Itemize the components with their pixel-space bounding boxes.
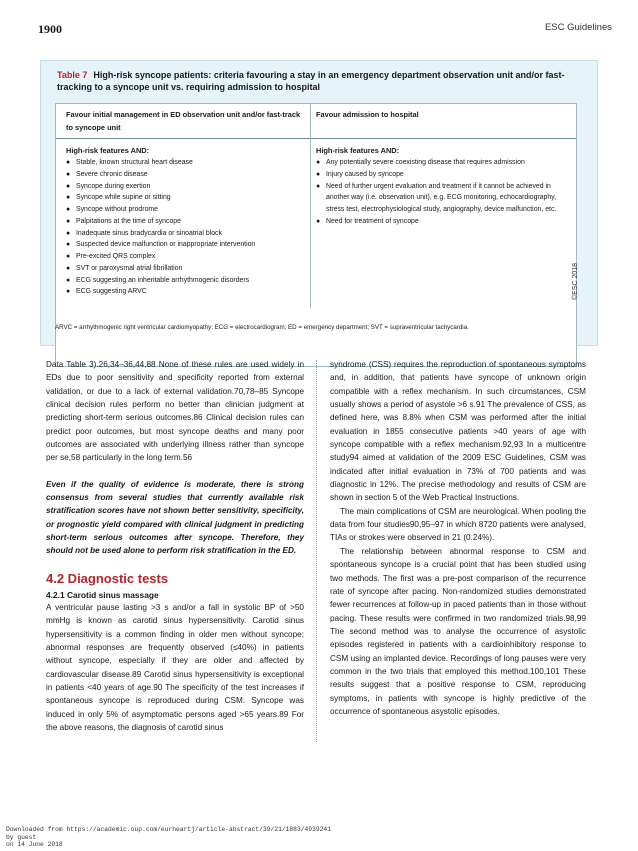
column-separator (316, 360, 317, 742)
bullet-icon: ● (66, 217, 71, 225)
consensus-statement: Even if the quality of evidence is moderate, there is strong consensus from several studies that currently available risk stratification scores have not shown better sensitivity, specificity, or prognostic yield compared with clinical judgment in predicting short-term serious outcomes after syncope. Therefore, they should not be used alone to perform risk stratification in the ED. (46, 479, 304, 556)
criteria-item (66, 181, 301, 193)
bullet-icon: ● (66, 276, 71, 284)
table-column-admission (316, 144, 571, 228)
paragraph: The relationship between abnormal response to CSM and spontaneous syncope is a crucial point that has been studied using two methods. The first was a pre-post comparison of the recurrence rate of syncope after pacing. Non-randomized studies demonstrated fewer recurrences at follow-up in paced patients than in those without pacing. These results were confirmed in two randomized trials.98,99 The second method was to analyse the occurrence of asystolic episodes registered in patients with a cardioinhibitory response to CSM using an implanted device. Recordings of long pauses were very common in the two trials that employed this method.100,101 These results suggest that a positive response to CSM, reproducing symptoms, in patients with syncope is highly predictive of the occurrence of spontaneous asystolic episodes. (330, 546, 586, 716)
bullet-icon: ● (66, 182, 71, 190)
criteria-item (66, 157, 301, 169)
subsection-heading: 4.2.1 Carotid sinus massage (46, 589, 159, 600)
criteria-text: ECG suggesting ARVC (76, 288, 147, 296)
criteria-list (316, 157, 571, 228)
criteria-text: Syncope without prodrome (76, 206, 158, 213)
paragraph: syndrome (CSS) requires the reproduction of spontaneous symptoms and, in addition, that patients have syncope of unknown origin compatible with a reflex mechanism. In such circumstances, CSM usually shows a period of asystole >6 s.91 The prevalence of CSS, as defined here, was 8.8% when CSM was performed after the initial evaluation in 1855 consecutive patients >40 years of age with syncope compatible with a reflex mechanism.92,93 In a multicentre study94 aimed at validation of the 2009 ESC Guidelines, CSM was indicated after initial evaluation in 73% of 700 patients and was diagnostic in 12%. The precise methodology and results of CSM are shown in section 5 of the Web Practical Instructions. (330, 360, 586, 503)
bullet-icon: ● (66, 159, 71, 166)
criteria-item (66, 228, 301, 240)
column-header-admission: Favour admission to hospital (316, 110, 419, 119)
criteria-list (66, 157, 301, 298)
bullet-icon: ● (66, 170, 71, 178)
criteria-text: SVT or paroxysmal atrial fibrillation (76, 264, 183, 272)
footer-line: on 14 June 2018 (6, 841, 63, 849)
paragraph: A ventricular pause lasting >3 s and/or a fall in systolic BP of >50 mmHg is known as carotid sinus hypersensitivity. Carotid sinus hypersensitivity is a common finding in older men without syncope; abnormal responses are frequently observed (≤40%) in patients without syncope, especially if they are older and affected by cardiovascular disease.89 Carotid sinus hypersensitivity is exceptional in patients <40 years of age.90 The specificity of the test increases if spontaneous syncope is reproduced during CSM. Syncope was induced in only 5% of asymptomatic persons aged >65 years.89 For the above reasons, the diagnosis of carotid sinus (46, 602, 304, 732)
criteria-text: Severe chronic disease (76, 170, 148, 178)
criteria-item (66, 239, 301, 251)
bullet-icon: ● (316, 217, 321, 225)
left-column (46, 358, 304, 734)
bullet-icon: ● (66, 206, 71, 213)
criteria-item (316, 181, 571, 216)
criteria-text: Inadequate sinus bradycardia or sinoatrial block (76, 229, 222, 237)
criteria-text: Any potentially severe coexisting disease that requires admission (326, 159, 525, 166)
criteria-item (66, 216, 301, 228)
table-header-row (56, 104, 576, 139)
paragraph: The main complications of CSM are neurological. When pooling the data from four studies90,95–97 in which 8720 patients were analysed, TIAs or strokes were observed in 21 (0.24%). (330, 506, 586, 543)
table-number: Table 7 (57, 70, 88, 80)
page-number: 1900 (38, 22, 62, 36)
bullet-icon: ● (66, 241, 71, 249)
section-heading: 4.2 Diagnostic tests (46, 570, 169, 586)
criteria-item (316, 157, 571, 169)
table-caption-text: High-risk syncope patients: criteria favouring a stay in an emergency department observation unit and/or fast-tracking to a syncope unit vs. requiring admission to hospital (57, 70, 565, 92)
bullet-icon: ● (66, 229, 71, 237)
criteria-text: Suspected device malfunction or inappropriate intervention (76, 241, 256, 249)
criteria-item (316, 169, 571, 181)
criteria-item (66, 169, 301, 181)
column-subheader: High-risk features AND: (66, 146, 150, 155)
criteria-text: Palpitations at the time of syncope (76, 217, 181, 225)
table-abbreviations: ARVC = arrhythmogenic right ventricular cardiomyopathy; ECG = electrocardiogram; ED = emergency department; SVT = supraventricular tachycardia. (55, 324, 469, 331)
journal-section: ESC Guidelines (544, 22, 612, 33)
bullet-icon: ● (66, 194, 71, 202)
criteria-text: Stable, known structural heart disease (76, 159, 193, 166)
right-column (330, 358, 586, 718)
table-box (40, 60, 598, 346)
criteria-text: Pre-excited QRS complex (76, 253, 156, 260)
paragraph: Data Table 3).26,34–36,44,88 None of these rules are used widely in EDs due to poor sensitivity and specificity reported from external validation, or due to a lack of external validation.70,78–85 Syncope clinical decision rules perform no better than clinician judgment at predicting short-term serious outcomes.86 Clinical decision rules can predict poor outcomes, but most syncope deaths and many poor outcomes are associated with underlying illness rather than syncope per se,58 particularly in the long term.56 (46, 360, 304, 463)
column-divider (310, 104, 311, 308)
bullet-icon: ● (316, 170, 321, 178)
criteria-text: Need for treatment of syncope (326, 217, 419, 225)
download-footer (6, 826, 331, 849)
criteria-text: ECG suggesting an inheritable arrhythmogenic disorders (76, 276, 250, 284)
criteria-item (316, 216, 571, 228)
criteria-item (66, 275, 301, 287)
bullet-icon: ● (66, 253, 71, 260)
criteria-text: Injury caused by syncope (326, 170, 404, 178)
column-subheader: High-risk features AND: (316, 146, 400, 155)
criteria-item (66, 263, 301, 275)
column-header-ed-observation: Favour initial management in ED observation unit and/or fast-track to syncope unit (66, 110, 301, 132)
bullet-icon: ● (316, 159, 321, 166)
criteria-item (66, 251, 301, 263)
criteria-text: Need of further urgent evaluation and treatment if it cannot be achieved in another way (i.e. observation unit), e.g. ECG monitoring, echocardiography, stress test, electrophysiological study, angiography, device malfunction, etc. (326, 182, 557, 213)
criteria-item (66, 204, 301, 216)
bullet-icon: ● (66, 288, 71, 296)
criteria-item (66, 286, 301, 298)
criteria-item (66, 192, 301, 204)
table-column-ed-observation (66, 144, 301, 298)
bullet-icon: ● (66, 264, 71, 272)
bullet-icon: ● (316, 182, 321, 190)
footer-line: by guest (6, 833, 37, 841)
running-header (38, 22, 612, 36)
table-caption (57, 69, 577, 93)
esc-copyright: ©ESC 2018 (572, 262, 579, 300)
footer-line: Downloaded from https://academic.oup.com/eurheartj/article-abstract/39/21/1883/4939241 (6, 826, 331, 833)
criteria-text: Syncope during exertion (76, 182, 151, 190)
criteria-text: Syncope while supine or sitting (76, 194, 171, 202)
